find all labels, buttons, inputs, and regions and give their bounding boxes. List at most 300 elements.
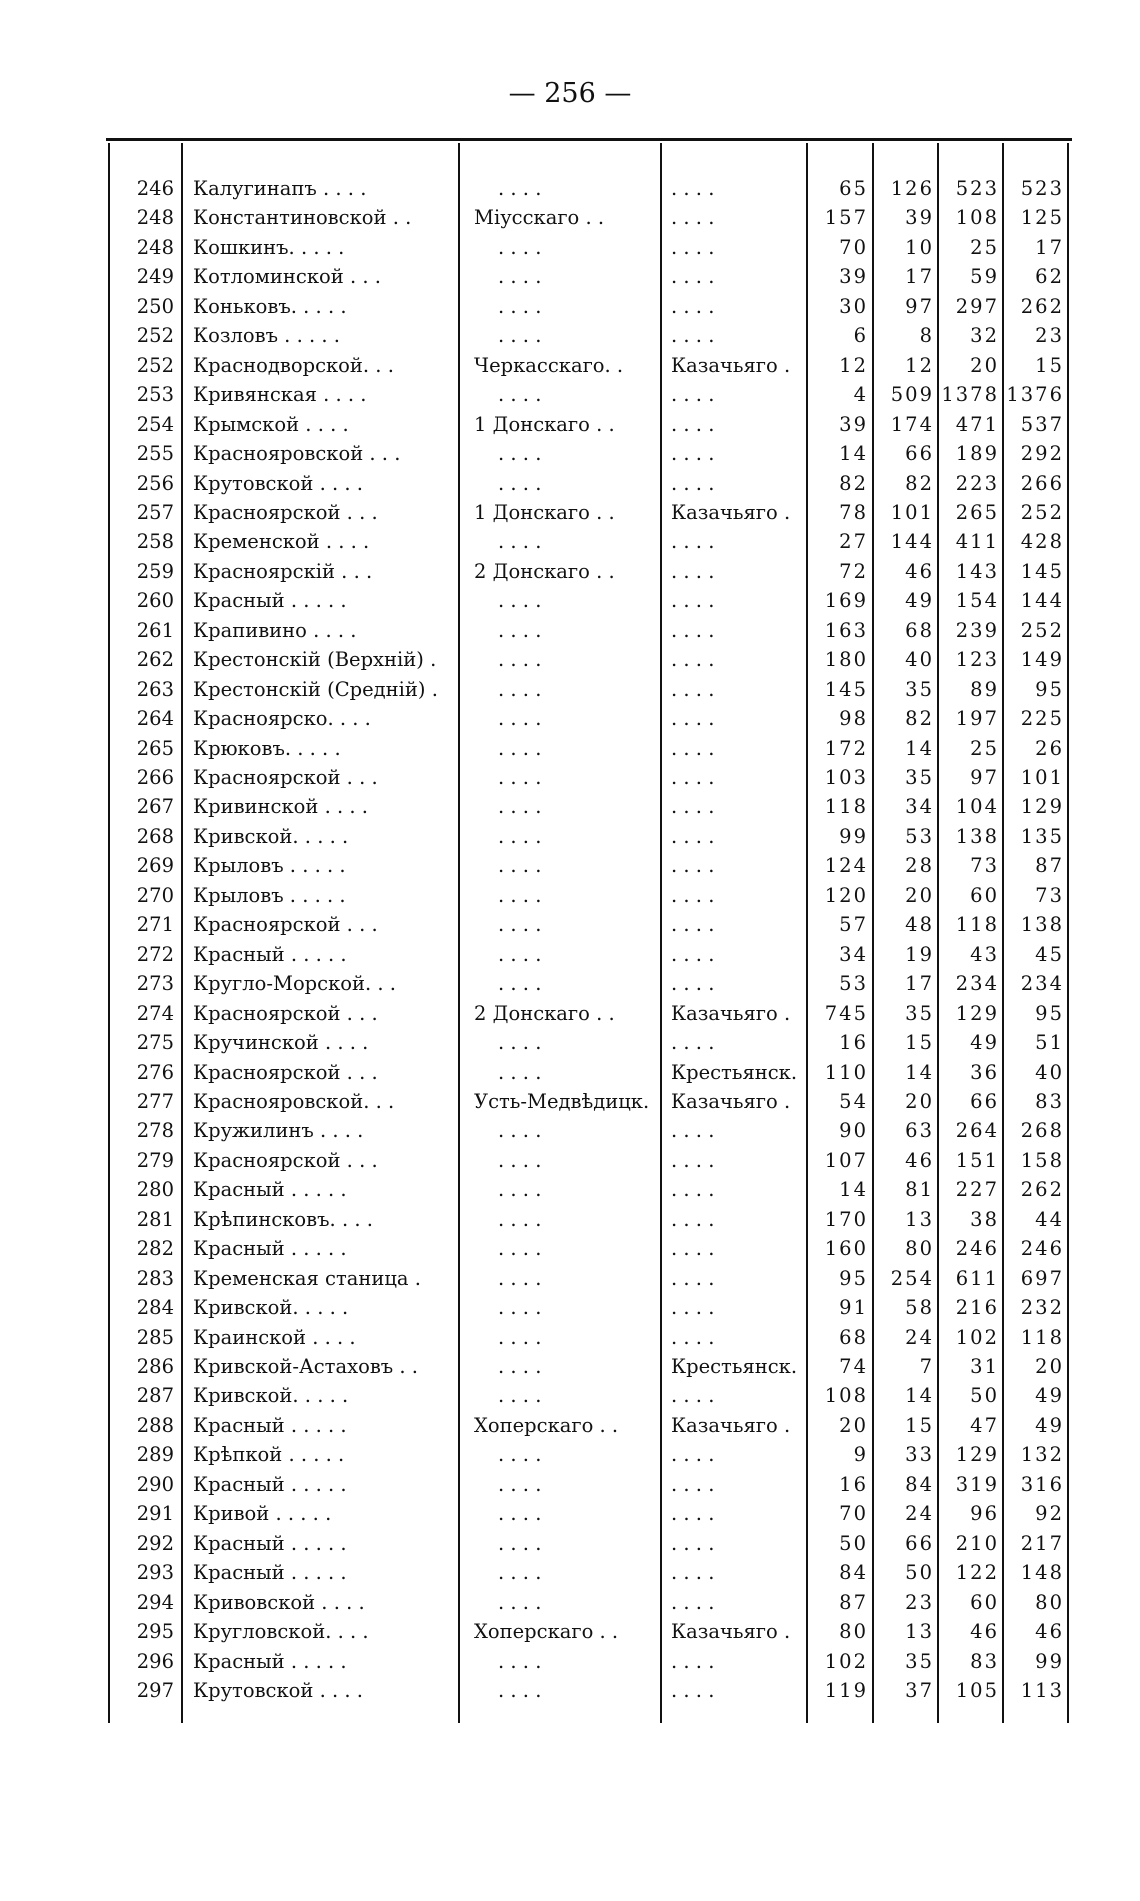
value-4: 95 <box>1035 1001 1064 1025</box>
value-2: 33 <box>905 1443 934 1467</box>
ditto-dots: . . . . <box>498 383 542 407</box>
estate-class: . . . . <box>671 1237 715 1261</box>
value-1: 14 <box>839 442 868 466</box>
settlement-name: Кременской . . . . <box>193 530 370 554</box>
value-4: 292 <box>1020 442 1064 466</box>
table-row <box>0 1175 1140 1204</box>
estate-class: Крестьянск. <box>671 1060 798 1084</box>
estate-class: . . . . <box>671 1119 715 1143</box>
value-3: 189 <box>955 442 999 466</box>
value-4: 225 <box>1020 707 1064 731</box>
ditto-dots: . . . . <box>498 1531 542 1555</box>
value-3: 104 <box>955 795 999 819</box>
value-1: 70 <box>839 235 868 259</box>
value-4: 17 <box>1035 235 1064 259</box>
ditto-dots: . . . . <box>498 1207 542 1231</box>
value-2: 66 <box>905 1531 934 1555</box>
estate-class: . . . . <box>671 1148 715 1172</box>
value-2: 23 <box>905 1590 934 1614</box>
value-3: 108 <box>955 206 999 230</box>
value-3: 471 <box>955 412 999 436</box>
value-3: 239 <box>955 618 999 642</box>
value-2: 101 <box>890 500 934 524</box>
value-2: 46 <box>905 559 934 583</box>
estate-class: . . . . <box>671 589 715 613</box>
value-2: 14 <box>905 736 934 760</box>
settlement-name: Кривской. . . . . <box>193 1384 349 1408</box>
row-number: 264 <box>136 707 174 731</box>
estate-class: . . . . <box>671 294 715 318</box>
value-4: 252 <box>1020 500 1064 524</box>
table-row <box>0 645 1140 674</box>
value-1: 6 <box>853 324 868 348</box>
table-row <box>0 292 1140 321</box>
estate-class: . . . . <box>671 1178 715 1202</box>
estate-class: . . . . <box>671 854 715 878</box>
ditto-dots: . . . . <box>498 1296 542 1320</box>
value-1: 74 <box>839 1355 868 1378</box>
estate-class: . . . . <box>671 1678 715 1702</box>
value-2: 48 <box>905 913 934 937</box>
value-2: 40 <box>905 648 934 672</box>
value-2: 19 <box>905 942 934 966</box>
estate-class: . . . . <box>671 736 715 760</box>
value-1: 30 <box>839 294 868 318</box>
ditto-dots: . . . . <box>498 677 542 701</box>
row-number: 267 <box>136 795 174 819</box>
value-4: 266 <box>1020 471 1064 495</box>
row-number: 276 <box>136 1060 174 1084</box>
table-row <box>0 1028 1140 1057</box>
row-number: 289 <box>136 1443 174 1467</box>
table-row <box>0 734 1140 763</box>
table-row <box>0 881 1140 910</box>
value-1: 108 <box>824 1384 868 1408</box>
settlement-name: Крымской . . . . <box>193 412 349 436</box>
table-row <box>0 1352 1140 1381</box>
table-row <box>0 1264 1140 1293</box>
value-2: 82 <box>905 471 934 495</box>
estate-class: . . . . <box>671 1443 715 1467</box>
row-number: 297 <box>136 1678 174 1702</box>
value-1: 170 <box>824 1207 868 1231</box>
estate-class: . . . . <box>671 795 715 819</box>
value-1: 50 <box>839 1531 868 1555</box>
table-row <box>0 1087 1140 1116</box>
settlement-name: Калугинапъ . . . . <box>193 177 367 200</box>
district: Міусскаго . . <box>474 206 605 230</box>
value-1: 172 <box>824 736 868 760</box>
value-4: 523 <box>1020 177 1064 200</box>
value-1: 84 <box>839 1561 868 1585</box>
ditto-dots: . . . . <box>498 1472 542 1496</box>
ditto-dots: . . . . <box>498 913 542 937</box>
value-4: 99 <box>1035 1649 1064 1673</box>
value-2: 58 <box>905 1296 934 1320</box>
estate-class: . . . . <box>671 1649 715 1673</box>
ditto-dots: . . . . <box>498 1031 542 1055</box>
table-row <box>0 1234 1140 1263</box>
value-3: 319 <box>955 1472 999 1496</box>
estate-class: . . . . <box>671 530 715 554</box>
table-row <box>0 557 1140 586</box>
value-3: 223 <box>955 471 999 495</box>
row-number: 260 <box>136 589 174 613</box>
row-number: 283 <box>136 1266 174 1290</box>
district: Усть-Медвѣдицк. <box>474 1089 650 1113</box>
table-row <box>0 763 1140 792</box>
estate-class: . . . . <box>671 177 715 200</box>
row-number: 261 <box>136 618 174 642</box>
value-4: 87 <box>1035 854 1064 878</box>
value-2: 28 <box>905 854 934 878</box>
row-number: 254 <box>136 412 174 436</box>
value-4: 95 <box>1035 677 1064 701</box>
estate-class: . . . . <box>671 1502 715 1526</box>
value-1: 87 <box>839 1590 868 1614</box>
value-3: 129 <box>955 1001 999 1025</box>
row-number: 271 <box>136 913 174 937</box>
row-number: 263 <box>136 677 174 701</box>
value-3: 38 <box>970 1207 999 1231</box>
ditto-dots: . . . . <box>498 736 542 760</box>
table-row <box>0 498 1140 527</box>
settlement-name: Краснодворской. . . <box>193 353 394 377</box>
value-1: 39 <box>839 265 868 289</box>
row-number: 281 <box>136 1207 174 1231</box>
value-4: 62 <box>1035 265 1064 289</box>
value-4: 149 <box>1020 648 1064 672</box>
value-3: 138 <box>955 824 999 848</box>
ditto-dots: . . . . <box>498 1590 542 1614</box>
row-number: 278 <box>136 1119 174 1143</box>
table-row <box>0 910 1140 939</box>
value-2: 66 <box>905 442 934 466</box>
ditto-dots: . . . . <box>498 1266 542 1290</box>
row-number: 259 <box>136 559 174 583</box>
value-3: 46 <box>970 1620 999 1644</box>
value-4: 428 <box>1020 530 1064 554</box>
table-row <box>0 1440 1140 1469</box>
row-number: 293 <box>136 1561 174 1585</box>
table-row <box>0 380 1140 409</box>
district: Хоперскаго . . <box>474 1620 619 1644</box>
row-number: 250 <box>136 294 174 318</box>
ditto-dots: . . . . <box>498 1325 542 1349</box>
ditto-dots: . . . . <box>498 618 542 642</box>
settlement-name: Кругло-Морской. . . <box>193 972 397 996</box>
table-row <box>0 1293 1140 1322</box>
table-row <box>0 233 1140 262</box>
settlement-name: Кривинской . . . . <box>193 795 368 819</box>
estate-class: . . . . <box>671 412 715 436</box>
table-row <box>0 1411 1140 1440</box>
value-2: 80 <box>905 1237 934 1261</box>
ditto-dots: . . . . <box>498 1178 542 1202</box>
value-3: 49 <box>970 1031 999 1055</box>
estate-class: Казачьяго . <box>671 500 791 524</box>
row-number: 270 <box>136 883 174 907</box>
value-3: 83 <box>970 1649 999 1673</box>
value-1: 102 <box>824 1649 868 1673</box>
value-1: 124 <box>824 854 868 878</box>
value-3: 264 <box>955 1119 999 1143</box>
value-4: 316 <box>1020 1472 1064 1496</box>
value-3: 611 <box>955 1266 999 1290</box>
value-1: 169 <box>824 589 868 613</box>
value-3: 297 <box>955 294 999 318</box>
row-number: 255 <box>136 442 174 466</box>
value-1: 110 <box>824 1060 868 1084</box>
table-row <box>0 1058 1140 1087</box>
settlement-name: Кривской-Астаховъ . . <box>193 1355 419 1378</box>
table-row <box>0 1146 1140 1175</box>
value-4: 44 <box>1035 1207 1064 1231</box>
table-row <box>0 321 1140 350</box>
value-2: 24 <box>905 1502 934 1526</box>
value-4: 129 <box>1020 795 1064 819</box>
value-3: 59 <box>970 265 999 289</box>
value-2: 84 <box>905 1472 934 1496</box>
value-2: 20 <box>905 1089 934 1113</box>
row-number: 266 <box>136 766 174 789</box>
row-number: 291 <box>136 1502 174 1526</box>
value-4: 268 <box>1020 1119 1064 1143</box>
value-3: 154 <box>955 589 999 613</box>
value-3: 123 <box>955 648 999 672</box>
ditto-dots: . . . . <box>498 235 542 259</box>
ditto-dots: . . . . <box>498 589 542 613</box>
settlement-name: Коньковъ. . . . . <box>193 294 347 318</box>
value-4: 15 <box>1035 353 1064 377</box>
ditto-dots: . . . . <box>498 530 542 554</box>
value-3: 32 <box>970 324 999 348</box>
value-1: 4 <box>853 383 868 407</box>
ditto-dots: . . . . <box>498 824 542 848</box>
table-row <box>0 704 1140 733</box>
value-1: 57 <box>839 913 868 937</box>
value-3: 227 <box>955 1178 999 1202</box>
estate-class: . . . . <box>671 618 715 642</box>
estate-class: . . . . <box>671 1384 715 1408</box>
settlement-name: Котломинской . . . <box>193 265 381 289</box>
value-1: 119 <box>824 1678 868 1702</box>
value-3: 210 <box>955 1531 999 1555</box>
value-1: 12 <box>839 353 868 377</box>
value-4: 80 <box>1035 1590 1064 1614</box>
value-4: 262 <box>1020 294 1064 318</box>
value-1: 107 <box>824 1148 868 1172</box>
value-2: 46 <box>905 1148 934 1172</box>
value-2: 509 <box>890 383 934 407</box>
value-1: 16 <box>839 1472 868 1496</box>
value-1: 118 <box>824 795 868 819</box>
row-number: 280 <box>136 1178 174 1202</box>
value-3: 31 <box>970 1355 999 1378</box>
ditto-dots: . . . . <box>498 972 542 996</box>
table-row <box>0 1116 1140 1145</box>
row-number: 257 <box>136 500 174 524</box>
value-1: 90 <box>839 1119 868 1143</box>
row-number: 269 <box>136 854 174 878</box>
row-number: 296 <box>136 1649 174 1673</box>
row-number: 277 <box>136 1089 174 1113</box>
value-4: 26 <box>1035 736 1064 760</box>
estate-class: Крестьянск. <box>671 1355 798 1378</box>
ditto-dots: . . . . <box>498 883 542 907</box>
settlement-name: Крестонскій (Средній) . <box>193 677 438 701</box>
value-3: 523 <box>955 177 999 200</box>
settlement-name: Кременская станица . <box>193 1266 421 1290</box>
table-row <box>0 1617 1140 1646</box>
ditto-dots: . . . . <box>498 766 542 789</box>
table-row <box>0 586 1140 615</box>
value-4: 49 <box>1035 1384 1064 1408</box>
estate-class: . . . . <box>671 942 715 966</box>
settlement-name: Крѣпкой . . . . . <box>193 1443 345 1467</box>
value-2: 24 <box>905 1325 934 1349</box>
value-3: 1378 <box>941 383 999 407</box>
settlement-name: Крюковъ. . . . . <box>193 736 341 760</box>
row-number: 249 <box>136 265 174 289</box>
value-4: 144 <box>1020 589 1064 613</box>
settlement-name: Красноярской . . . <box>193 1060 378 1084</box>
settlement-name: Красный . . . . . <box>193 1561 347 1585</box>
row-number: 288 <box>136 1413 174 1437</box>
estate-class: Казачьяго . <box>671 1413 791 1437</box>
settlement-name: Красноярской . . . <box>193 913 378 937</box>
ditto-dots: . . . . <box>498 1060 542 1084</box>
value-3: 20 <box>970 353 999 377</box>
estate-class: . . . . <box>671 1031 715 1055</box>
value-2: 82 <box>905 707 934 731</box>
settlement-name: Красный . . . . . <box>193 1649 347 1673</box>
value-2: 35 <box>905 1001 934 1025</box>
value-4: 246 <box>1020 1237 1064 1261</box>
settlement-name: Красный . . . . . <box>193 1237 347 1261</box>
settlement-name: Кручинской . . . . <box>193 1031 369 1055</box>
value-2: 63 <box>905 1119 934 1143</box>
table-row <box>0 1205 1140 1234</box>
value-1: 99 <box>839 824 868 848</box>
settlement-name: Краинской . . . . <box>193 1325 356 1349</box>
estate-class: . . . . <box>671 206 715 230</box>
estate-class: . . . . <box>671 1296 715 1320</box>
ditto-dots: . . . . <box>498 1355 542 1378</box>
value-2: 14 <box>905 1060 934 1084</box>
value-4: 51 <box>1035 1031 1064 1055</box>
value-1: 54 <box>839 1089 868 1113</box>
row-number: 256 <box>136 471 174 495</box>
ditto-dots: . . . . <box>498 1502 542 1526</box>
ditto-dots: . . . . <box>498 795 542 819</box>
settlement-name: Красный . . . . . <box>193 1413 347 1437</box>
estate-class: . . . . <box>671 766 715 789</box>
ditto-dots: . . . . <box>498 854 542 878</box>
ditto-dots: . . . . <box>498 1148 542 1172</box>
ditto-dots: . . . . <box>498 1561 542 1585</box>
value-2: 15 <box>905 1413 934 1437</box>
settlement-name: Крыловъ . . . . . <box>193 854 346 878</box>
estate-class: . . . . <box>671 883 715 907</box>
ditto-dots: . . . . <box>498 1384 542 1408</box>
value-4: 113 <box>1020 1678 1064 1702</box>
table-row <box>0 1529 1140 1558</box>
value-3: 60 <box>970 1590 999 1614</box>
settlement-name: Крутовской . . . . <box>193 1678 363 1702</box>
value-3: 118 <box>955 913 999 937</box>
value-2: 53 <box>905 824 934 848</box>
value-4: 83 <box>1035 1089 1064 1113</box>
value-4: 45 <box>1035 942 1064 966</box>
district: 1 Донскаго . . <box>474 412 615 436</box>
table-row <box>0 675 1140 704</box>
estate-class: . . . . <box>671 677 715 701</box>
settlement-name: Краснoярской . . . <box>193 500 378 524</box>
value-3: 151 <box>955 1148 999 1172</box>
row-number: 292 <box>136 1531 174 1555</box>
estate-class: . . . . <box>671 1561 715 1585</box>
value-3: 97 <box>970 766 999 789</box>
value-4: 118 <box>1020 1325 1064 1349</box>
estate-class: . . . . <box>671 559 715 583</box>
table-row <box>0 616 1140 645</box>
table-row <box>0 1676 1140 1705</box>
table-row <box>0 203 1140 232</box>
value-2: 13 <box>905 1620 934 1644</box>
value-4: 101 <box>1020 766 1064 789</box>
settlement-name: Козловъ . . . . . <box>193 324 340 348</box>
table-row <box>0 999 1140 1028</box>
value-2: 144 <box>890 530 934 554</box>
value-1: 9 <box>853 1443 868 1467</box>
value-3: 43 <box>970 942 999 966</box>
value-4: 262 <box>1020 1178 1064 1202</box>
value-4: 46 <box>1035 1620 1064 1644</box>
value-4: 158 <box>1020 1148 1064 1172</box>
ditto-dots: . . . . <box>498 1237 542 1261</box>
value-3: 234 <box>955 972 999 996</box>
estate-class: . . . . <box>671 1266 715 1290</box>
row-number: 252 <box>136 324 174 348</box>
estate-class: Казачьяго . <box>671 1620 791 1644</box>
row-number: 290 <box>136 1472 174 1496</box>
settlement-name: Кривской. . . . . <box>193 1296 349 1320</box>
value-1: 53 <box>839 972 868 996</box>
value-1: 95 <box>839 1266 868 1290</box>
row-number: 262 <box>136 648 174 672</box>
row-number: 248 <box>136 235 174 259</box>
value-4: 145 <box>1020 559 1064 583</box>
value-2: 97 <box>905 294 934 318</box>
value-2: 10 <box>905 235 934 259</box>
value-3: 36 <box>970 1060 999 1084</box>
ditto-dots: . . . . <box>498 442 542 466</box>
row-number: 287 <box>136 1384 174 1408</box>
value-2: 13 <box>905 1207 934 1231</box>
table-row <box>0 1470 1140 1499</box>
settlement-name: Красноярской . . . <box>193 1001 378 1025</box>
estate-class: . . . . <box>671 383 715 407</box>
settlement-name: Красный . . . . . <box>193 589 347 613</box>
value-4: 697 <box>1020 1266 1064 1290</box>
district: Хоперскаго . . <box>474 1413 619 1437</box>
value-3: 60 <box>970 883 999 907</box>
value-1: 78 <box>839 500 868 524</box>
row-number: 274 <box>136 1001 174 1025</box>
settlement-name: Кругловской. . . . <box>193 1620 369 1644</box>
value-1: 27 <box>839 530 868 554</box>
